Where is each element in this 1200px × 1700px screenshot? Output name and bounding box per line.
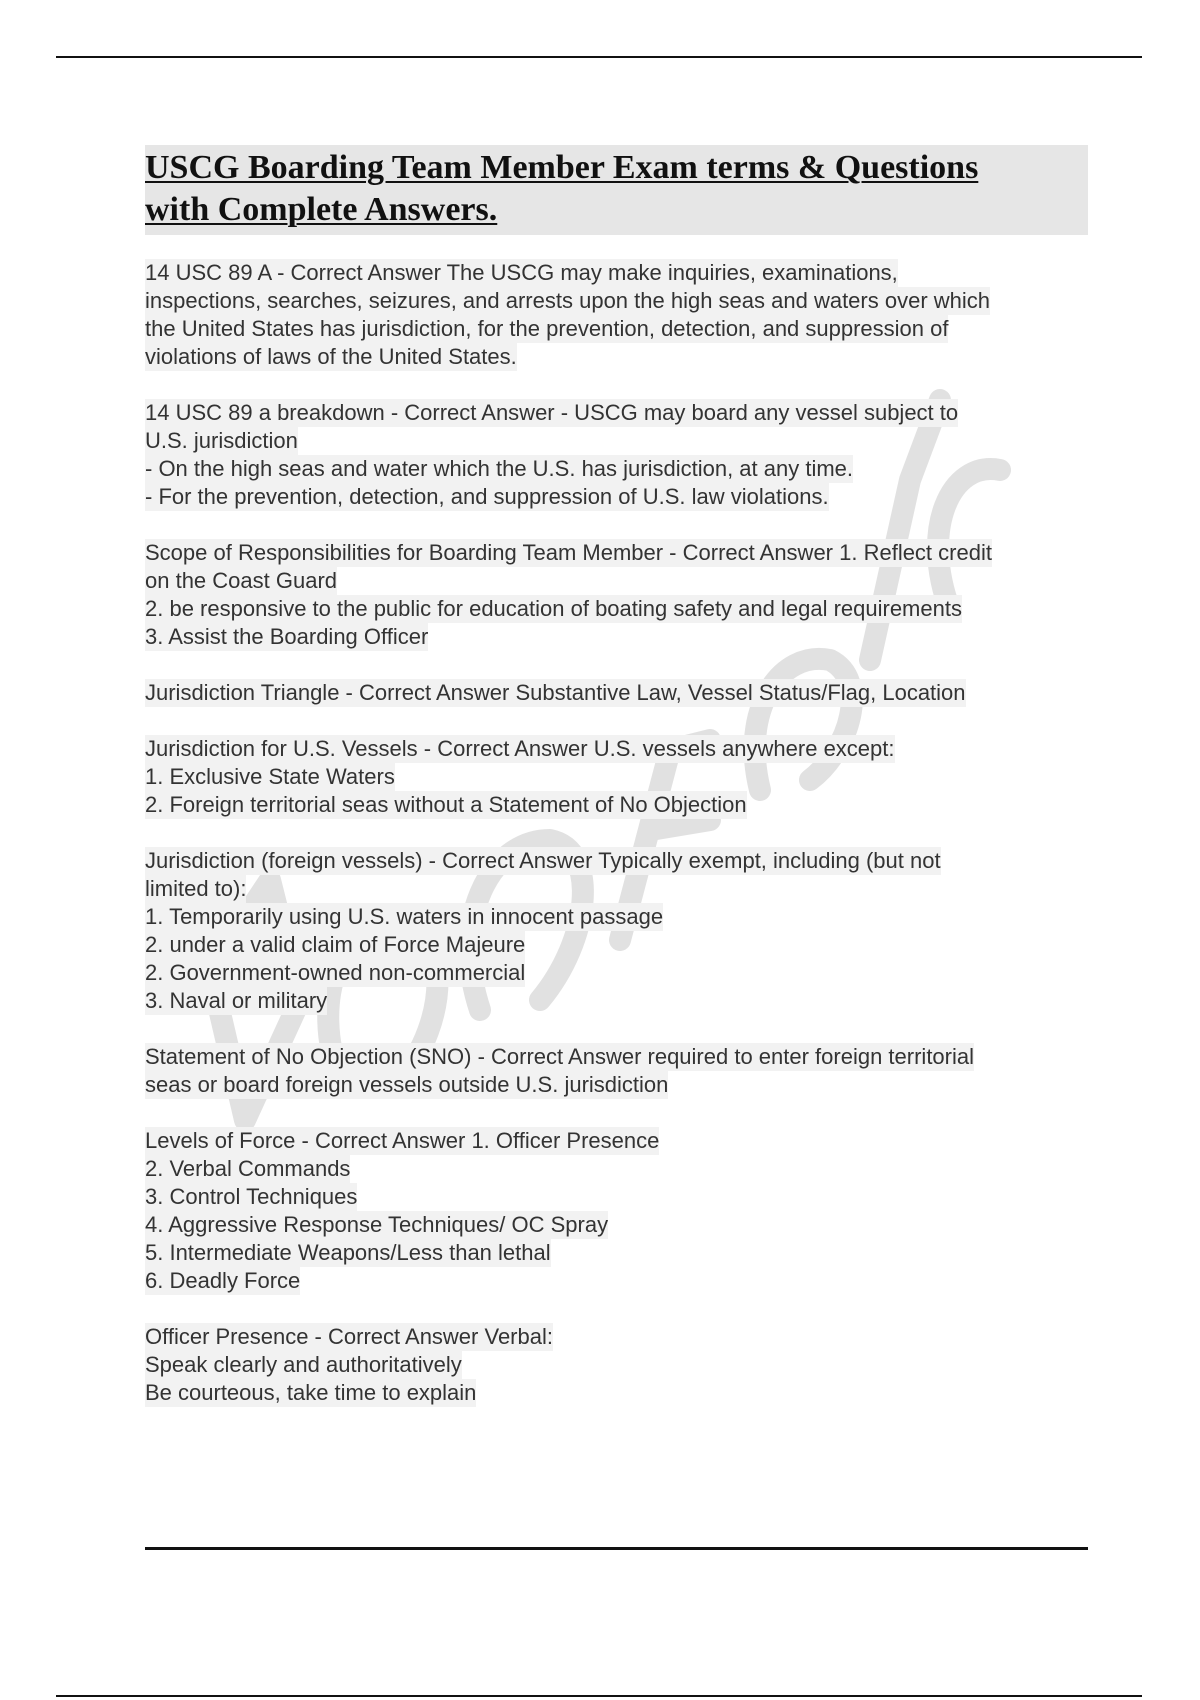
entry-line: 2. under a valid claim of Force Majeure [145, 932, 526, 957]
entry-line: seas or board foreign vessels outside U.S. jurisdiction [145, 1072, 669, 1097]
entry-line: 3. Assist the Boarding Officer [145, 624, 429, 649]
entry-line: Statement of No Objection (SNO) - Correct Answer required to enter foreign territorial [145, 1044, 975, 1069]
entry-line: 2. Verbal Commands [145, 1156, 351, 1181]
entry-line: inspections, searches, seizures, and arrests upon the high seas and waters over which [145, 288, 991, 313]
document-title [145, 147, 1088, 231]
entry-line: limited to): [145, 876, 247, 901]
entry-line: Speak clearly and authoritatively [145, 1352, 462, 1377]
title-line-1: USCG Boarding Team Member Exam terms & Questions [145, 149, 979, 186]
entry-line: 3. Control Techniques [145, 1184, 358, 1209]
entry-line: 5. Intermediate Weapons/Less than lethal [145, 1240, 551, 1265]
entry-line: - For the prevention, detection, and suppression of U.S. law violations. [145, 484, 829, 509]
entry-line: Officer Presence - Correct Answer Verbal: [145, 1324, 553, 1349]
entry-line: violations of laws of the United States. [145, 344, 517, 369]
entry-line: Jurisdiction (foreign vessels) - Correct Answer Typically exempt, including (but not [145, 848, 941, 873]
qa-entry [145, 399, 1088, 511]
title-line-2: with Complete Answers. [145, 191, 498, 228]
qa-entries [145, 259, 1088, 1407]
entry-line: 4. Aggressive Response Techniques/ OC Spray [145, 1212, 609, 1237]
footer-rule [145, 1547, 1088, 1550]
entry-line: 1. Exclusive State Waters [145, 764, 395, 789]
qa-entry [145, 735, 1088, 819]
qa-entry [145, 259, 1088, 371]
entry-line: 3. Naval or military [145, 988, 328, 1013]
entry-line: Scope of Responsibilities for Boarding Team Member - Correct Answer 1. Reflect credit [145, 540, 992, 565]
entry-line: 1. Temporarily using U.S. waters in innocent passage [145, 904, 664, 929]
entry-line: the United States has jurisdiction, for the prevention, detection, and suppression of [145, 316, 949, 341]
qa-entry [145, 679, 1088, 707]
page-bottom-rule [56, 1695, 1142, 1697]
entry-line: 14 USC 89 A - Correct Answer The USCG may make inquiries, examinations, [145, 260, 898, 285]
document-body [145, 145, 1088, 1435]
entry-line: 14 USC 89 a breakdown - Correct Answer - USCG may board any vessel subject to [145, 400, 959, 425]
qa-entry [145, 1323, 1088, 1407]
entry-line: 2. Government-owned non-commercial [145, 960, 526, 985]
qa-entry [145, 1043, 1088, 1099]
entry-line: Jurisdiction Triangle - Correct Answer Substantive Law, Vessel Status/Flag, Location [145, 680, 966, 705]
qa-entry [145, 1127, 1088, 1295]
entry-line: Levels of Force - Correct Answer 1. Officer Presence [145, 1128, 660, 1153]
title-banner [145, 145, 1088, 235]
entry-line: Be courteous, take time to explain [145, 1380, 477, 1405]
header-rule [56, 56, 1142, 58]
entry-line: 2. Foreign territorial seas without a Statement of No Objection [145, 792, 747, 817]
entry-line: 2. be responsive to the public for education of boating safety and legal requirements [145, 596, 962, 621]
entry-line: 6. Deadly Force [145, 1268, 301, 1293]
entry-line: - On the high seas and water which the U.S. has jurisdiction, at any time. [145, 456, 854, 481]
entry-line: Jurisdiction for U.S. Vessels - Correct Answer U.S. vessels anywhere except: [145, 736, 895, 761]
entry-line: U.S. jurisdiction [145, 428, 298, 453]
qa-entry [145, 847, 1088, 1015]
entry-line: on the Coast Guard [145, 568, 338, 593]
qa-entry [145, 539, 1088, 651]
